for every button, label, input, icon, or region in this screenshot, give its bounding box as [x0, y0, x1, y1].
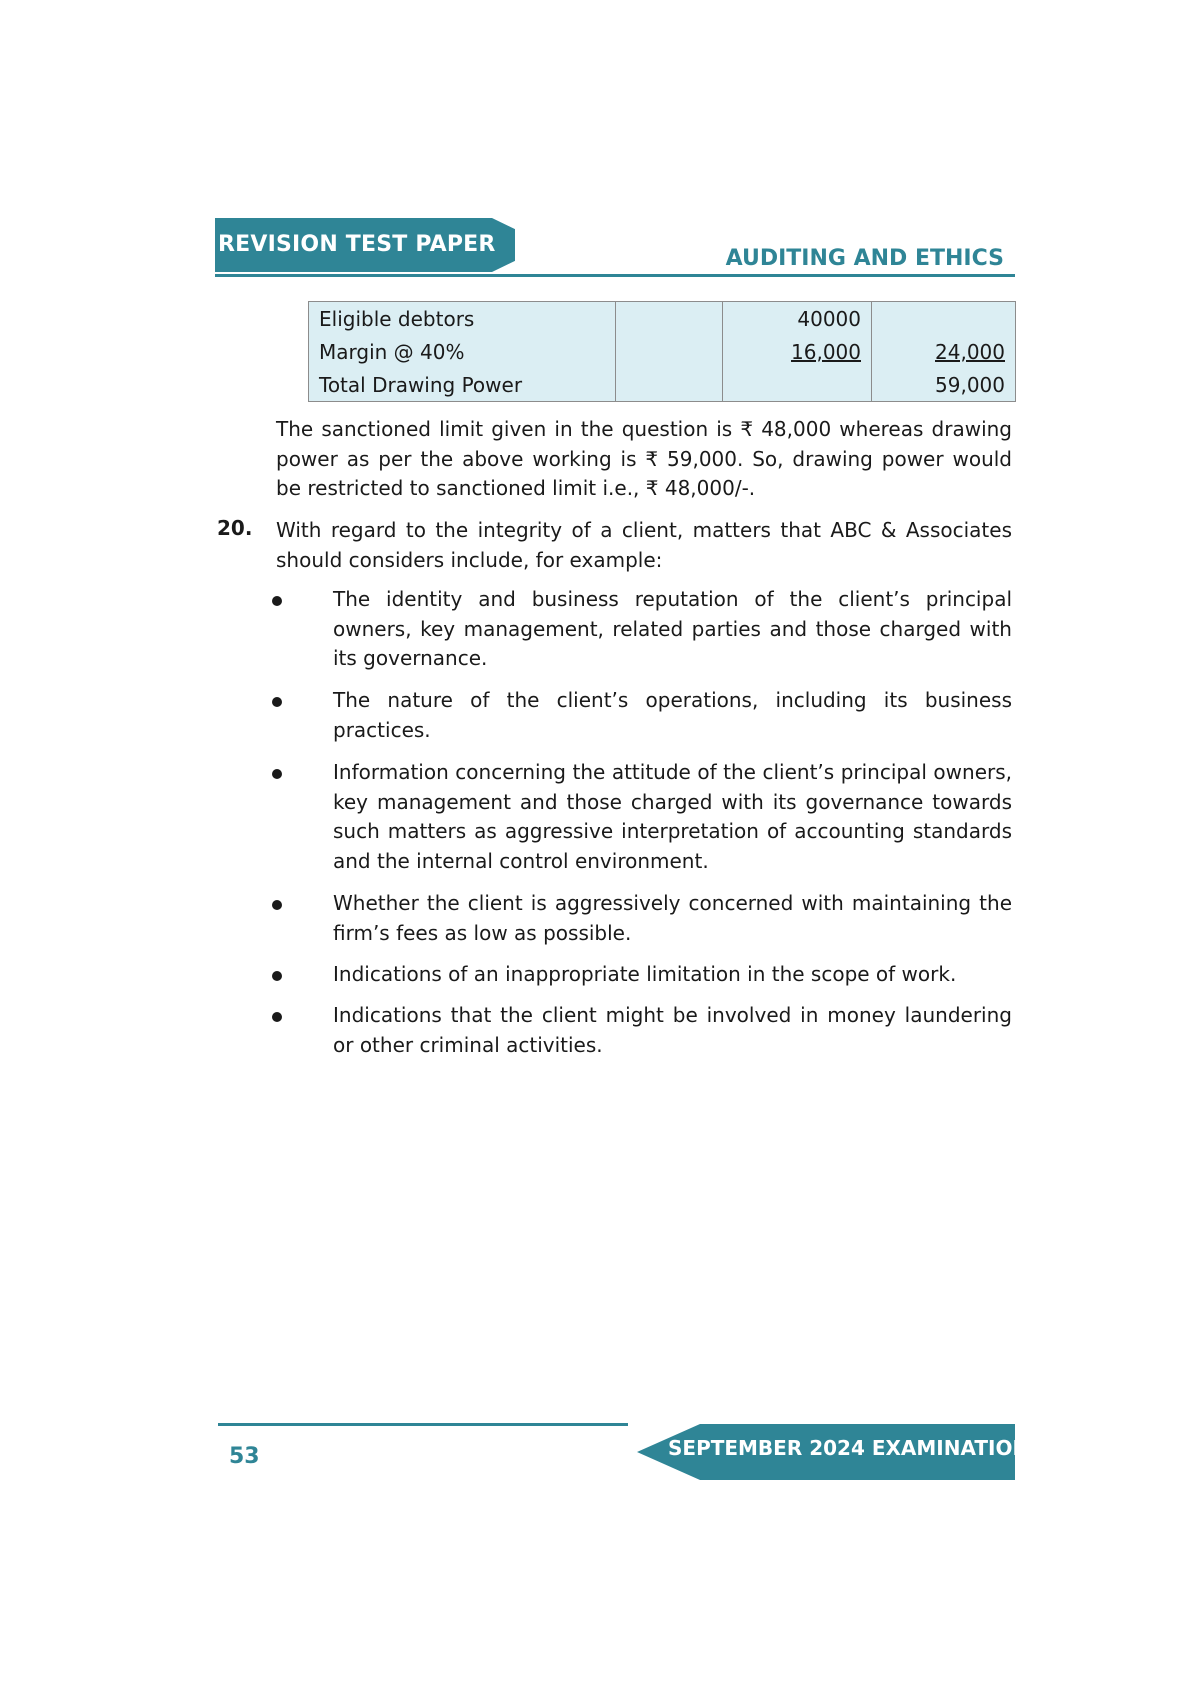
bullet-icon	[272, 971, 282, 981]
row-col3: 40000	[723, 302, 872, 336]
bullet-icon	[272, 697, 282, 707]
question-number: 20.	[217, 516, 253, 540]
drawing-power-table	[308, 301, 1016, 402]
list-item: Information concerning the attitude of the client’s principal owners, key management and those charged with its governance towards such matters as aggressive interpretation of accounting standards and the internal control environment.	[333, 760, 1012, 873]
list-item: The identity and business reputation of the client’s principal owners, key management, related parties and those charged with its governance.	[333, 587, 1012, 670]
bullet-icon	[272, 596, 282, 606]
conclusion-paragraph: The sanctioned limit given in the question is ₹ 48,000 whereas drawing power as per the above working is ₹ 59,000. So, drawing power would be restricted to sanctioned limit i.e., ₹ 48,000/-.	[276, 417, 1012, 500]
row-col2	[616, 368, 723, 402]
row-col4	[872, 302, 1016, 336]
question-intro: With regard to the integrity of a client, matters that ABC & Associates should considers include, for example:	[276, 518, 1012, 572]
bullet-icon	[272, 769, 282, 779]
list-item: Indications that the client might be involved in money laundering or other criminal activities.	[333, 1003, 1012, 1057]
header-subject-title: AUDITING AND ETHICS	[725, 246, 1004, 271]
row-col4: 24,000	[935, 339, 1005, 364]
row-label: Total Drawing Power	[309, 368, 616, 402]
row-label: Eligible debtors	[309, 302, 616, 336]
bullet-icon	[272, 1012, 282, 1022]
row-col2	[616, 335, 723, 368]
table-row	[309, 302, 1016, 336]
table-row	[309, 335, 1016, 368]
footer-rule	[218, 1423, 628, 1426]
list-item: Whether the client is aggressively concerned with maintaining the firm’s fees as low as possible.	[333, 891, 1012, 945]
page-number: 53	[229, 1444, 260, 1469]
list-item: The nature of the client’s operations, including its business practices.	[333, 688, 1012, 742]
header-rule	[215, 274, 1015, 277]
table-row	[309, 368, 1016, 402]
row-col4: 59,000	[872, 368, 1016, 402]
row-label: Margin @ 40%	[309, 335, 616, 368]
row-col3	[723, 368, 872, 402]
row-col2	[616, 302, 723, 336]
list-item: Indications of an inappropriate limitation in the scope of work.	[333, 962, 957, 986]
header-left-title: REVISION TEST PAPER	[218, 232, 496, 257]
footer-exam-title: SEPTEMBER 2024 EXAMINATION	[668, 1436, 1030, 1460]
row-col3: 16,000	[791, 339, 861, 364]
bullet-icon	[272, 900, 282, 910]
